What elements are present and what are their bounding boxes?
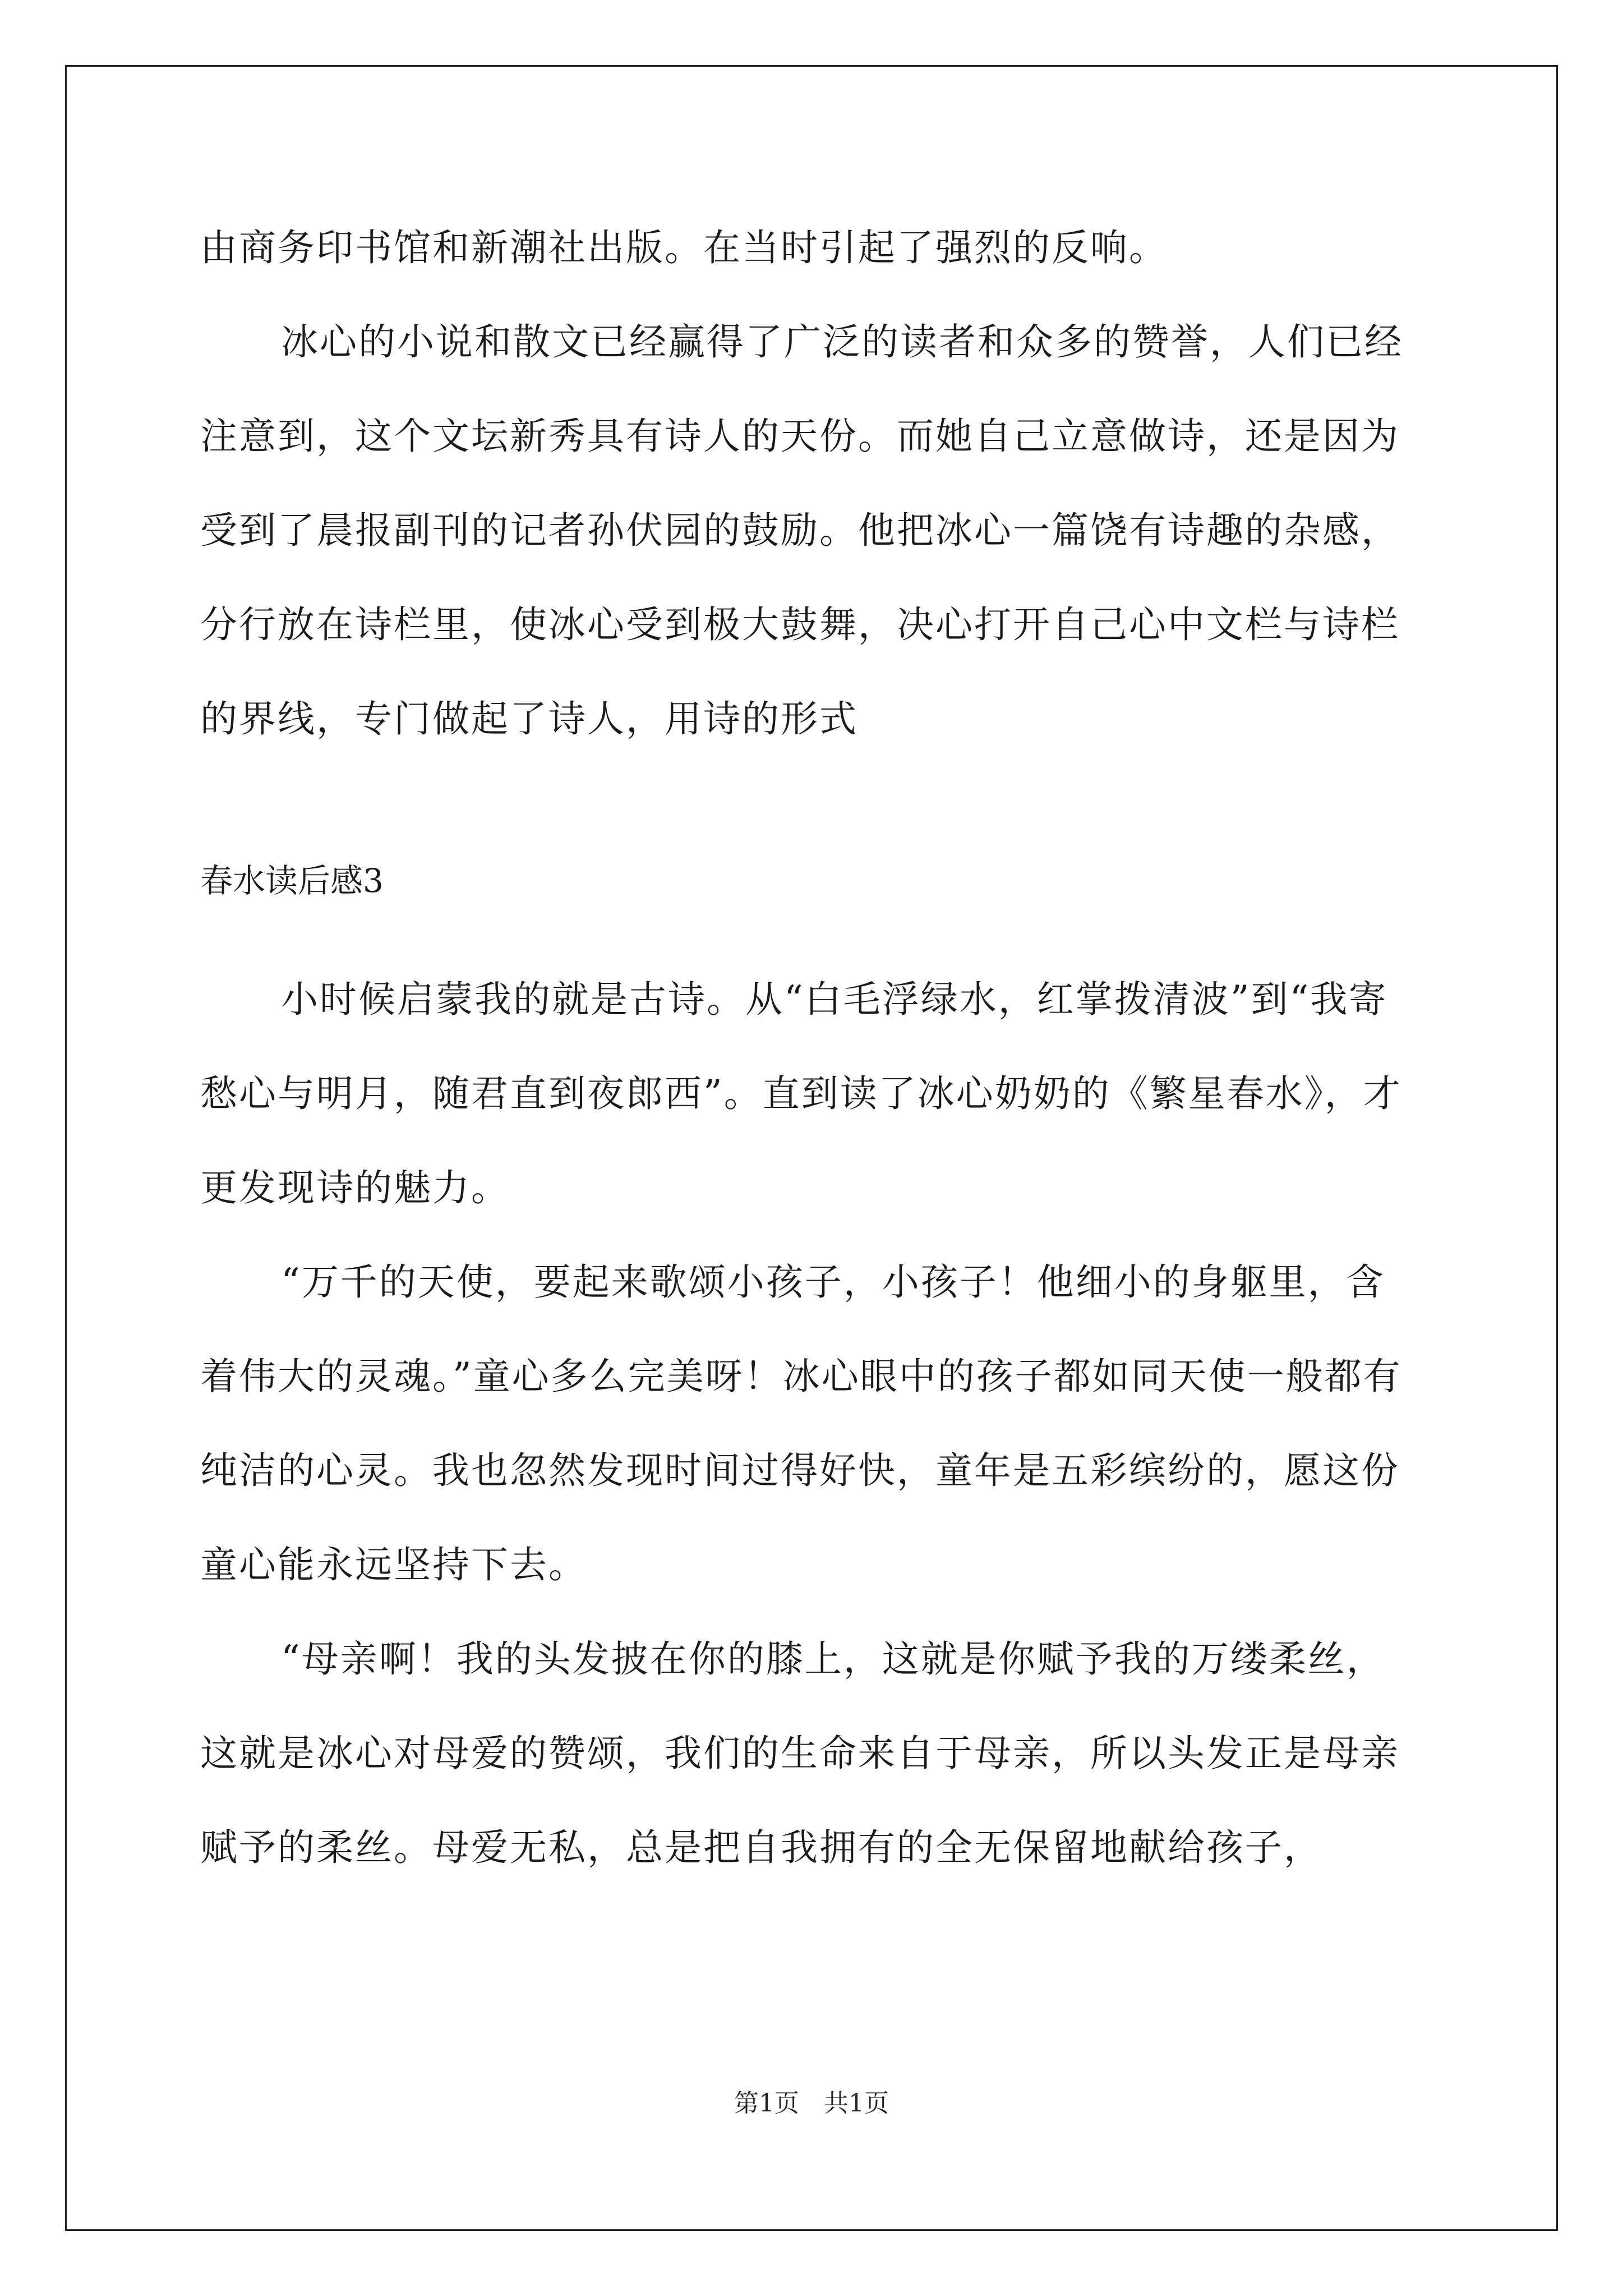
page-footer: 第1页 共1页 [734, 2089, 889, 2118]
paragraph-childhood-poems: 小时候启蒙我的就是古诗。从“白毛浮绿水，红掌拨清波”到“我寄愁心与明月，随君直到夜郎西”。直到读了冰心奶奶的《繁星春水》，才更发现诗的魅力。 [200, 978, 1402, 1209]
paragraph-mother-quote: “母亲啊！我的头发披在你的膝上，这就是你赋予我的万缕柔丝，这就是冰心对母爱的赞颂，我们的生命来自于母亲，所以头发正是母亲赋予的柔丝。母爱无私，总是把自我拥有的全无保留地献给孩子， [200, 1637, 1400, 1869]
paragraph-angels-quote: “万千的天使，要起来歌颂小孩子，小孩子！他细小的身躯里，含着伟大的灵魂。”童心多么完美呀！冰心眼中的孩子都如同天使一般都有纯洁的心灵。我也忽然发现时间过得好快，童年是五彩缤纷的，愿这份童心能永远坚持下去。 [200, 1260, 1402, 1586]
paragraph-continuation: 由商务印书馆和新潮社出版。在当时引起了强烈的反响。 [200, 226, 1168, 269]
paragraph-bingxin-poetry: 冰心的小说和散文已经赢得了广泛的读者和众多的赞誉，人们已经注意到，这个文坛新秀具有诗人的天份。而她自己立意做诗，还是因为受到了晨报副刊的记者孙伏园的鼓励。他把冰心一篇饶有诗趣的杂感，分行放在诗栏里，使冰心受到极大鼓舞，决心打开自己心中文栏与诗栏的界线，专门做起了诗人，用诗的形式 [200, 320, 1403, 740]
section-heading: 春水读后感3 [200, 862, 384, 900]
